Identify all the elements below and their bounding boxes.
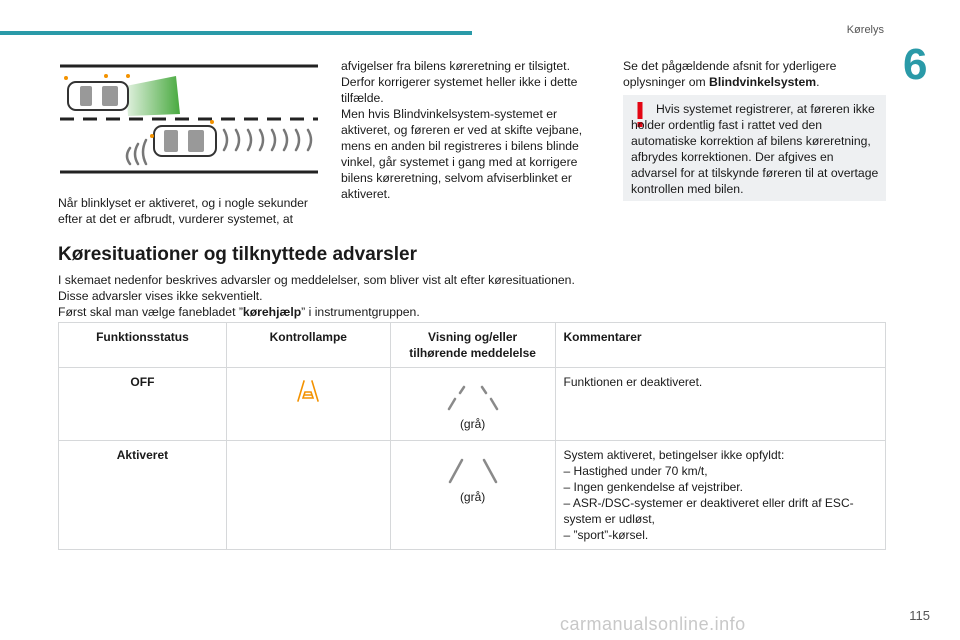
header-status: Funktionsstatus	[59, 323, 227, 368]
comment-cell	[555, 368, 885, 441]
status-off: OFF	[130, 375, 155, 389]
text-column-2	[341, 58, 596, 202]
intro-line-3-suffix: ” i instrumentgruppen.	[301, 305, 420, 319]
see-also-suffix: .	[816, 75, 820, 89]
lamp-cell	[226, 441, 390, 550]
intro-text	[58, 272, 618, 320]
section-heading: Køresituationer og tilknyttede advarsler	[58, 244, 417, 265]
comment-line: System aktiveret, betingelser ikke opfyldt:	[563, 448, 785, 462]
see-also-text: Se det pågældende afsnit for yderligere oplysninger om	[623, 59, 837, 89]
comment-line: – ASR-/DSC-systemer er deaktiveret eller drift af ESC-system er udløst,	[563, 496, 854, 526]
intro-line-1: I skemaet nedenfor beskrives advarsler og meddelelser, som bliver vist alt efter køresituationen.	[58, 273, 575, 287]
car-left-icon	[68, 82, 128, 110]
header-comments: Kommentarer	[555, 323, 885, 368]
intro-line-3-prefix: Først skal man vælge fanebladet ”	[58, 305, 243, 319]
status-activated: Aktiveret	[116, 448, 169, 462]
page-number: 115	[909, 608, 930, 623]
comment-line: – Hastighed under 70 km/t,	[563, 464, 708, 478]
text-column-1	[58, 195, 310, 227]
warnings-table	[58, 322, 886, 550]
header-lamp: Kontrollampe	[226, 323, 390, 368]
lane-lines-grey-icon	[442, 458, 504, 486]
header-accent-bar	[0, 31, 472, 35]
blind-spot-lane-change-illustration	[58, 64, 320, 176]
watermark: carmanualsonline.info	[560, 614, 746, 634]
warning-box	[623, 95, 886, 201]
table-row	[59, 368, 886, 441]
status-cell	[59, 441, 227, 550]
column2-paragraph-2: Men hvis Blindvinkelsystem-systemet er aktiveret, og føreren er ved at skifte vejbane, mens en anden bil registreres i bilens blinde vinkel, går systemet i gang med at korrigere bilens køreretning, selvom afviserblinket er aktiveret.	[341, 107, 583, 201]
intro-line-3-bold: kørehjælp	[242, 305, 302, 319]
comment-line: Funktionen er deaktiveret.	[563, 375, 703, 389]
table-header-row	[59, 323, 886, 368]
display-note: (grå)	[459, 490, 486, 504]
display-cell	[390, 368, 555, 441]
intro-line-2: Disse advarsler vises ikke sekventielt.	[58, 289, 263, 303]
table-row	[59, 441, 886, 550]
column1-text: Når blinklyset er aktiveret, og i nogle sekunder efter at det er afbrudt, vurderer systemet, at	[58, 196, 308, 226]
lane-keep-orange-icon	[295, 378, 321, 404]
section-title: Kørelys	[846, 24, 884, 36]
warning-text: Hvis systemet registrerer, at føreren ikke holder ordentlig fast i rattet ved den automatiske korrektion af bilens køreretning, afbrydes korrektionen. Der afgives en advarsel for at tilskynde føreren til at overtage kontrollen med bilen.	[631, 102, 879, 196]
chapter-number: 6	[903, 40, 928, 89]
display-cell	[390, 441, 555, 550]
comment-line: – Ingen genkendelse af vejstriber.	[563, 480, 743, 494]
status-cell	[59, 368, 227, 441]
see-also-link-text: Blindvinkelsystem	[709, 75, 817, 89]
column2-paragraph-1: afvigelser fra bilens køreretning er tilsigtet. Derfor korrigerer systemet heller ikke i dette tilfælde.	[341, 59, 578, 105]
text-column-3	[623, 58, 878, 90]
display-note: (grå)	[459, 417, 486, 431]
intro-line-3	[58, 304, 618, 320]
comment-line: – ”sport”-kørsel.	[563, 528, 649, 542]
lane-lines-grey-icon	[442, 385, 504, 413]
comment-cell	[555, 441, 885, 550]
header-display: Visning og/eller tilhørende meddelelse	[390, 323, 555, 368]
car-right-icon	[154, 126, 216, 156]
lamp-cell	[226, 368, 390, 441]
